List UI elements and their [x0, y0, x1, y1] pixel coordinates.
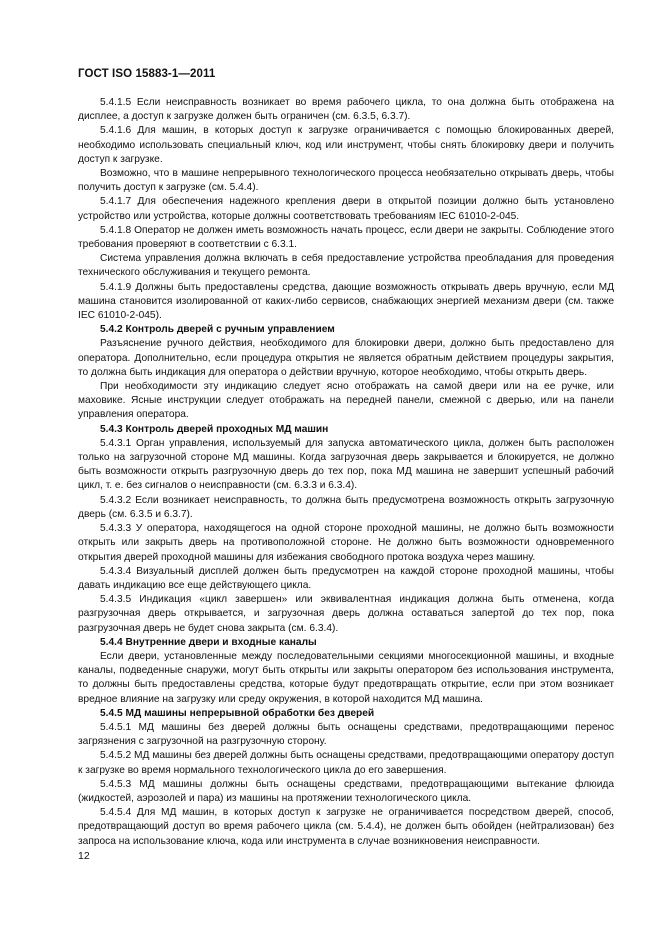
- section-heading: 5.4.3 Контроль дверей проходных МД машин: [100, 423, 329, 435]
- paragraph: 5.4.3.1 Орган управления, используемый для запуска автоматического цикла, должен быть расположен только на загрузочной стороне МД машины. Когда загрузочная дверь закрывается и блокируется, не должно быть возможности открыть разгрузочную дверь до тех пор, пока МД машина не завершит успешный рабочий цикл, т. е. без сигналов о неисправности (см. 6.3.3 и 6.3.4).: [78, 437, 614, 492]
- paragraph: При необходимости эту индикацию следует ясно отображать на самой двери или на ее ручке, или маховике. Ясные инструкции следует отображать на передней панели, смежной с дверью, или на панели управления оператора.: [78, 381, 614, 421]
- section-heading: 5.4.2 Контроль дверей с ручным управлением: [100, 324, 335, 336]
- paragraph: Если двери, установленные между последовательными секциями многосекционной машины, и входные каналы, подведенные снаружи, могут быть открыты или закрыты оператором без использования инструмента, то должны быть предоставлены средства, которые будут предотвращать открытие, если при этом возникает вредное влияние на загрузку или среду окружения, в которой находится МД машина.: [78, 650, 614, 705]
- section-heading: 5.4.5 МД машины непрерывной обработки без дверей: [100, 707, 375, 719]
- paragraph: Система управления должна включать в себя предоставление устройства преобладания для проведения технического обслуживания и текущего ремонта.: [78, 253, 614, 279]
- document-header: ГОСТ ISO 15883-1—2011: [78, 68, 216, 80]
- paragraph: 5.4.3.5 Индикация «цикл завершен» или эквивалентная индикация должна быть отменена, когда разгрузочная дверь открывается, и загрузочная дверь должна оставаться запертой до тех пор, пока разгрузочная дверь не будет снова закрыта (см. 6.3.4).: [78, 594, 614, 634]
- paragraph: Возможно, что в машине непрерывного технологического процесса необязательно открывать дверь, чтобы получить доступ к загрузке (см. 5.4.4).: [78, 168, 614, 194]
- paragraph: 5.4.1.6 Для машин, в которых доступ к загрузке ограничивается с помощью блокированных дверей, необходимо использовать специальный ключ, код или инструмент, чтобы снять блокировку двери и получить доступ к загрузке.: [78, 125, 614, 165]
- section-heading: 5.4.4 Внутренние двери и входные каналы: [100, 636, 317, 648]
- paragraph: 5.4.1.7 Для обеспечения надежного крепления двери в открытой позиции должно быть установлено устройство или устройства, которые должны соответствовать требованиям IEC 61010-2-045.: [78, 196, 614, 222]
- paragraph: 5.4.5.4 Для МД машин, в которых доступ к загрузке не ограничивается посредством дверей, способ, предотвращающий доступ во время рабочего цикла (см. 5.4.4), не должен быть обойден (нейтрализован) без запроса на использование ключа, кода или инструмента в случае возникновения неисправности.: [78, 807, 614, 847]
- paragraph: 5.4.5.3 МД машины должны быть оснащены средствами, предотвращающими вытекание флюида (жидкостей, аэрозолей и пара) из машины на протяжении технологического цикла.: [78, 778, 614, 804]
- paragraph: 5.4.3.2 Если возникает неисправность, то должна быть предусмотрена возможность открыть загрузочную дверь (см. 6.3.5 и 6.3.7).: [78, 494, 614, 520]
- document-body: [78, 96, 614, 849]
- page-number: 12: [78, 850, 90, 862]
- paragraph: 5.4.1.9 Должны быть предоставлены средства, дающие возможность открывать дверь вручную, если МД машина становится изолированной от каких-либо сервисов, снабжающих энергией механизм двери (см. также IEC 61010-2-045).: [78, 281, 614, 322]
- paragraph: 5.4.5.1 МД машины без дверей должны быть оснащены средствами, предотвращающими перенос загрязнения с загрузочной на разгрузочную сторону.: [78, 721, 614, 748]
- paragraph: 5.4.5.2 МД машины без дверей должны быть оснащены средствами, предотвращающими оператору доступ к загрузке во время нормального технологического цикла до его завершения.: [78, 750, 614, 776]
- paragraph: 5.4.3.3 У оператора, находящегося на одной стороне проходной машины, не должно быть возможности открыть или закрыть дверь на противоположной стороне. Не должно быть возможности одновременного открытия дверей проходной машины для избежания свободного протока воздуха через машину.: [78, 523, 614, 563]
- paragraph: Разъяснение ручного действия, необходимого для блокировки двери, должно быть предоставлено для оператора. Дополнительно, если процедура открытия не является обратным действием процедуры закрытия, то должна быть индикация для оператора о действии вручную, которое необходимо, чтобы открыть дверь.: [78, 338, 614, 378]
- paragraph: 5.4.1.8 Оператор не должен иметь возможность начать процесс, если двери не закрыты. Соблюдение этого требования проверяют в соответствии с 6.3.1.: [78, 224, 614, 251]
- paragraph: 5.4.1.5 Если неисправность возникает во время рабочего цикла, то она должна быть отображена на дисплее, а доступ к загрузке должен быть ограничен (см. 6.3.5, 6.3.7).: [78, 97, 614, 123]
- paragraph: 5.4.3.4 Визуальный дисплей должен быть предусмотрен на каждой стороне проходной машины, чтобы давать индикацию все еще действующего цикла.: [78, 565, 614, 591]
